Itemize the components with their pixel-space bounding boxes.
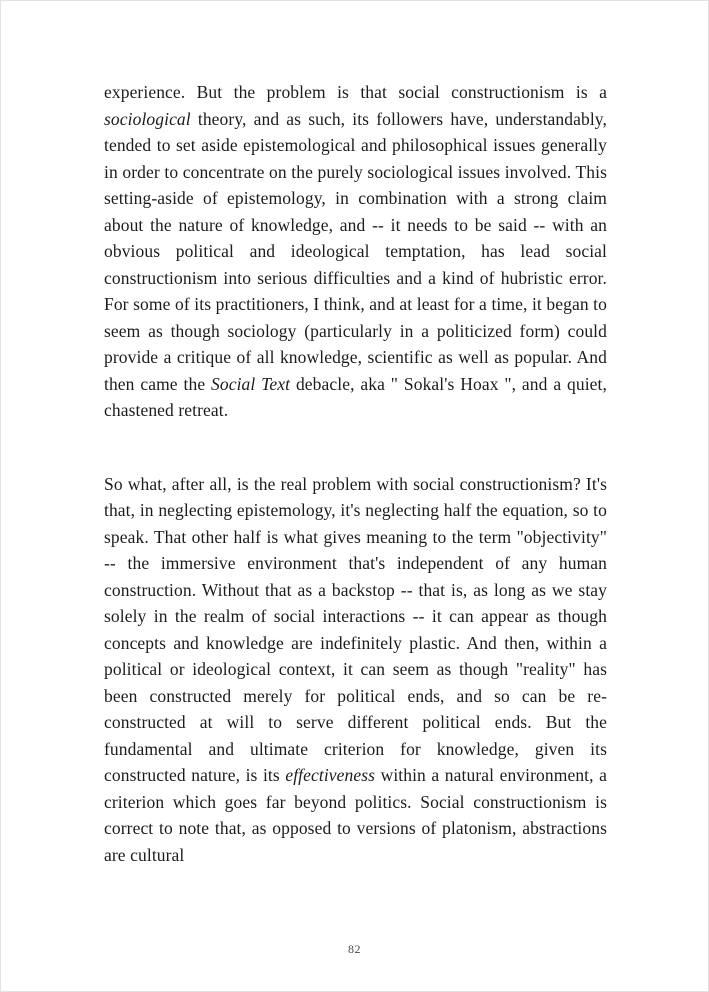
text-segment: debacle, aka " Sokal's Hoax ", and a quiet, chastened retreat. [104, 373, 607, 420]
italic-text: effectiveness [285, 765, 376, 785]
text-segment: theory, and as such, its followers have, understandably, tended to set aside epistemological and philosophical issues generally in order to concentrate on the purely sociological issues involved. This setting-aside of epistemology, in combination with a strong claim about the nature of knowledge, and -- it needs to be said -- with an obvious political and ideological temptation, has lead social constructionism into serious difficulties and a kind of hubristic error. For some of its practitioners, I think, and at least for a time, it began to seem as though sociology (particularly in a politicized form) could provide a critique of all knowledge, scientific as well as popular. And then came the [104, 108, 607, 394]
italic-text: Social Text [211, 373, 291, 394]
paragraph [104, 471, 607, 869]
text-segment: within a natural environment, a criterion which goes far beyond politics. Social constructionism is correct to note that, as opposed to versions of platonism, abstractions are cultural [104, 765, 607, 865]
italic-text: sociological [104, 108, 191, 129]
text-body [104, 79, 607, 868]
text-segment: experience. But the problem is that social constructionism is a [104, 82, 607, 102]
page-number: 82 [348, 942, 361, 956]
text-segment: So what, after all, is the real problem with social constructionism? It's that, in neglecting epistemology, it's neglecting half the equation, so to speak. That other half is what gives meaning to the term "objectivity" -- the immersive environment that's independent of any human construction. Without that as a backstop -- that is, as long as we stay solely in the realm of social interactions -- it can appear as though concepts and knowledge are indefinitely plastic. And then, within a political or ideological context, it can seem as though "reality" has been constructed merely for political ends, and so can be re-constructed at will to serve different political ends. But the fundamental and ultimate criterion for knowledge, given its constructed nature, is its [104, 473, 607, 785]
paragraph [104, 79, 607, 424]
